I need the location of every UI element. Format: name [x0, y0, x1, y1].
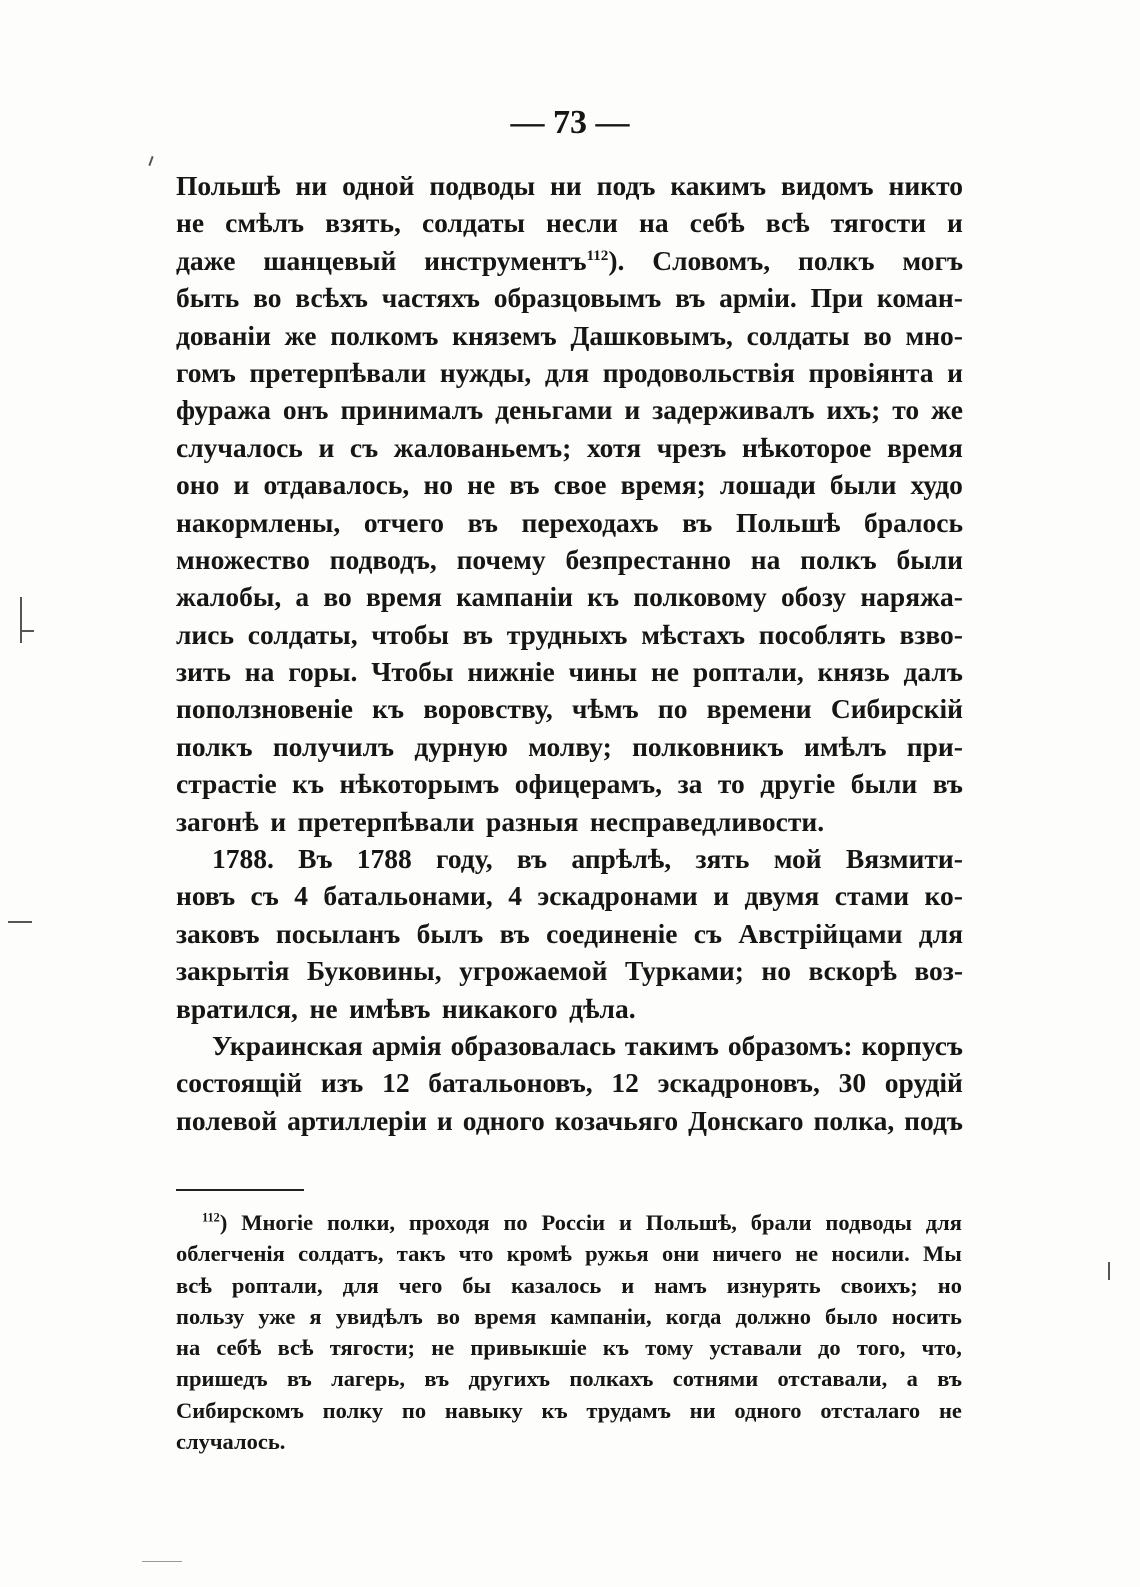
text-line: даже шанцевый инструментъ$^{112}$). Словомъ, полкъ могъ: [176, 244, 963, 276]
text-line: состоящій изъ 12 батальоновъ, 12 эскадроновъ, 30 орудій: [176, 1067, 963, 1099]
footnote-reference: 112: [202, 1210, 220, 1225]
text-line: жалобы, а во время кампаніи къ полковому обозу наряжа-: [176, 581, 963, 613]
footnote-divider: [176, 1189, 304, 1191]
text-line: множество подводъ, почему безпрестанно на полкъ были: [176, 543, 963, 575]
text-line: гомъ претерпѣвали нужды, для продовольствія провіянта и: [176, 356, 963, 388]
text-line: накормлены, отчего въ переходахъ въ Польшѣ бралось: [176, 506, 963, 538]
footnote-line: случалось.: [176, 1429, 286, 1455]
text-line: Польшѣ ни одной подводы ни подъ какимъ видомъ никто: [176, 170, 963, 201]
text-line: фуража онъ принималъ деньгами и задерживалъ ихъ; то же: [176, 394, 963, 426]
footnote-line: на себѣ всѣ тягости; не привыкшіе къ тому уставали до того, что,: [176, 1335, 962, 1361]
text-line: не смѣлъ взять, солдаты несли на себѣ всѣ тягости и: [176, 207, 963, 239]
footnote-section: [176, 1207, 962, 1457]
text-line: закрытія Буковины, угрожаемой Турками; но вскорѣ воз-: [176, 955, 963, 987]
margin-mark: [148, 156, 153, 166]
text-line: быть во всѣхъ частяхъ образцовымъ въ арміи. При коман-: [176, 282, 963, 314]
text-line: полевой артиллеріи и одного козачьяго Донскаго полка, подъ: [176, 1104, 963, 1136]
text-line: вратился, не имѣвъ никакого дѣла.: [176, 992, 636, 1024]
margin-mark: [1108, 1262, 1110, 1280]
footnote-line: пользу уже я увидѣлъ во время кампаніи, когда должно было носить: [176, 1303, 962, 1329]
text-line: поползновеніе къ воровству, чѣмъ по времени Сибирскій: [176, 693, 963, 725]
text-line: оно и отдавалось, но не въ свое время; лошади были худо: [176, 469, 963, 501]
footnote-line: облегченія солдатъ, такъ что кромѣ ружья они ничего не носили. Мы: [176, 1241, 962, 1267]
margin-mark: [142, 1561, 182, 1562]
page-number: — 73 —: [510, 104, 630, 141]
text-line: Украинская армія образовалась такимъ образомъ: корпусъ: [212, 1029, 963, 1061]
text-line: загонѣ и претерпѣвали разныя несправедливости.: [176, 805, 825, 837]
text-line: лись солдаты, чтобы въ трудныхъ мѣстахъ пособлять взво-: [176, 618, 963, 650]
text-line: страстіе къ нѣкоторымъ офицерамъ, за то другіе были въ: [176, 768, 963, 800]
text-line: 1788. Въ 1788 году, въ апрѣлѣ, зять мой Вязмити-: [212, 843, 963, 875]
margin-mark: [8, 921, 32, 923]
text-line: новъ съ 4 батальонами, 4 эскадронами и двумя стами ко-: [176, 880, 963, 912]
margin-mark: [20, 630, 34, 632]
text-line: полкъ получилъ дурную молву; полковникъ имѣлъ при-: [176, 730, 963, 762]
text-line: случалось и съ жалованьемъ; хотя чрезъ нѣкоторое время: [176, 431, 963, 463]
footnote-line: Сибирскомъ полку по навыку къ трудамъ ни одного отсталаго не: [176, 1397, 962, 1423]
margin-mark: [20, 597, 22, 643]
footnote-line: пришедъ въ лагерь, въ другихъ полкахъ сотнями отставали, а въ: [176, 1366, 962, 1392]
main-text: [176, 167, 963, 1139]
text-line: дованіи же полкомъ княземъ Дашковымъ, солдаты во мно-: [176, 319, 963, 351]
text-line: зить на горы. Чтобы нижніе чины не роптали, князь далъ: [176, 656, 963, 688]
text-line: заковъ посыланъ былъ въ соединеніе съ Австрійцами для: [176, 917, 963, 949]
footnote-line: всѣ роптали, для чего бы казалось и намъ изнурять своихъ; но: [176, 1272, 962, 1298]
footnote-line: $^{112}$) Многіе полки, проходя по Россіи и Польшѣ, брали подводы для: [202, 1210, 962, 1235]
footnote-reference: 112: [586, 247, 609, 264]
